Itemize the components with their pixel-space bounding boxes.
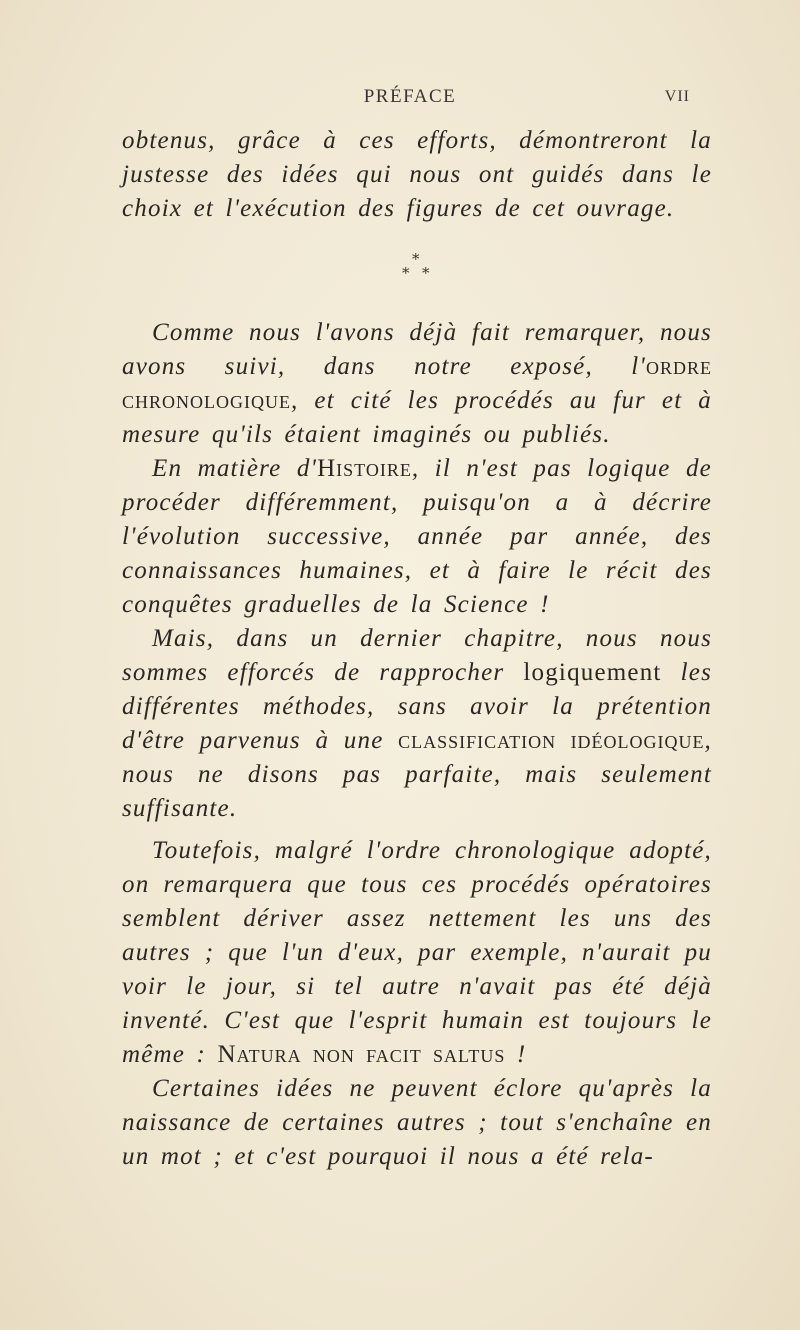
- running-title: PRÉFACE: [363, 86, 457, 107]
- text-segment: , et cité les procédés au fur et à mesure qu'ils étaient imaginés ou publiés.: [122, 387, 712, 448]
- text-segment: ordre chronologique: [122, 353, 712, 414]
- text-segment: En matière d': [152, 455, 318, 482]
- paragraph-natura-non-facit-saltus: [122, 834, 712, 1072]
- running-header: [130, 86, 690, 116]
- text-segment: logiquement: [523, 659, 662, 686]
- text-segment: classification idéologique: [398, 727, 705, 754]
- page-number: VII: [664, 88, 690, 105]
- section-asterism: [122, 226, 712, 316]
- asterism-star-top: *: [412, 250, 420, 268]
- paragraph-chronological-order: [122, 316, 712, 452]
- text-segment: les différentes méthodes, sans avoir la prétention d'être parvenus à une: [122, 659, 712, 754]
- text-segment: Histoire: [317, 455, 412, 482]
- text-segment: obtenus, grâce à ces efforts, démontreront la justesse des idées qui nous ont guidés dans le choix et l'exécution des figures de cet ouvrage.: [122, 127, 712, 222]
- text-segment: Toutefois, malgré l'ordre chronologique adopté, on remarquera que tous ces procédés opératoires semblent dériver assez nettement les uns des autres ; que l'un d'eux, par exemple, n'aurait pu voir le jour, si tel autre n'avait pas été déjà inventé. C'est que l'esprit humain est toujours le même :: [122, 837, 712, 1068]
- body-text: [122, 124, 712, 1174]
- text-segment: !: [505, 1041, 527, 1068]
- paragraph-last-chapter: [122, 622, 712, 826]
- text-segment: Natura non facit saltus: [217, 1041, 506, 1068]
- paragraph-certain-ideas: [122, 1072, 712, 1174]
- asterism-star-right: *: [422, 264, 430, 282]
- text-segment: Comme nous l'avons déjà fait remarquer, nous avons suivi, dans notre exposé, l': [122, 319, 712, 380]
- asterism-star-left: *: [402, 264, 410, 282]
- paragraph-continuation: [122, 124, 712, 226]
- text-segment: , nous ne disons pas parfaite, mais seulement suffisante.: [122, 727, 712, 822]
- text-segment: , il n'est pas logique de procéder différemment, puisqu'on a à décrire l'évolution successive, année par année, des connaissances humaines, et à faire le récit des conquêtes graduelles de la Science !: [122, 455, 712, 618]
- text-segment: Mais, dans un dernier chapitre, nous nous sommes efforcés de rapprocher: [122, 625, 712, 686]
- text-segment: Certaines idées ne peuvent éclore qu'après la naissance de certaines autres ; tout s'enchaîne en un mot ; et c'est pourquoi il nous a été rela-: [122, 1075, 712, 1170]
- paragraph-history: [122, 452, 712, 622]
